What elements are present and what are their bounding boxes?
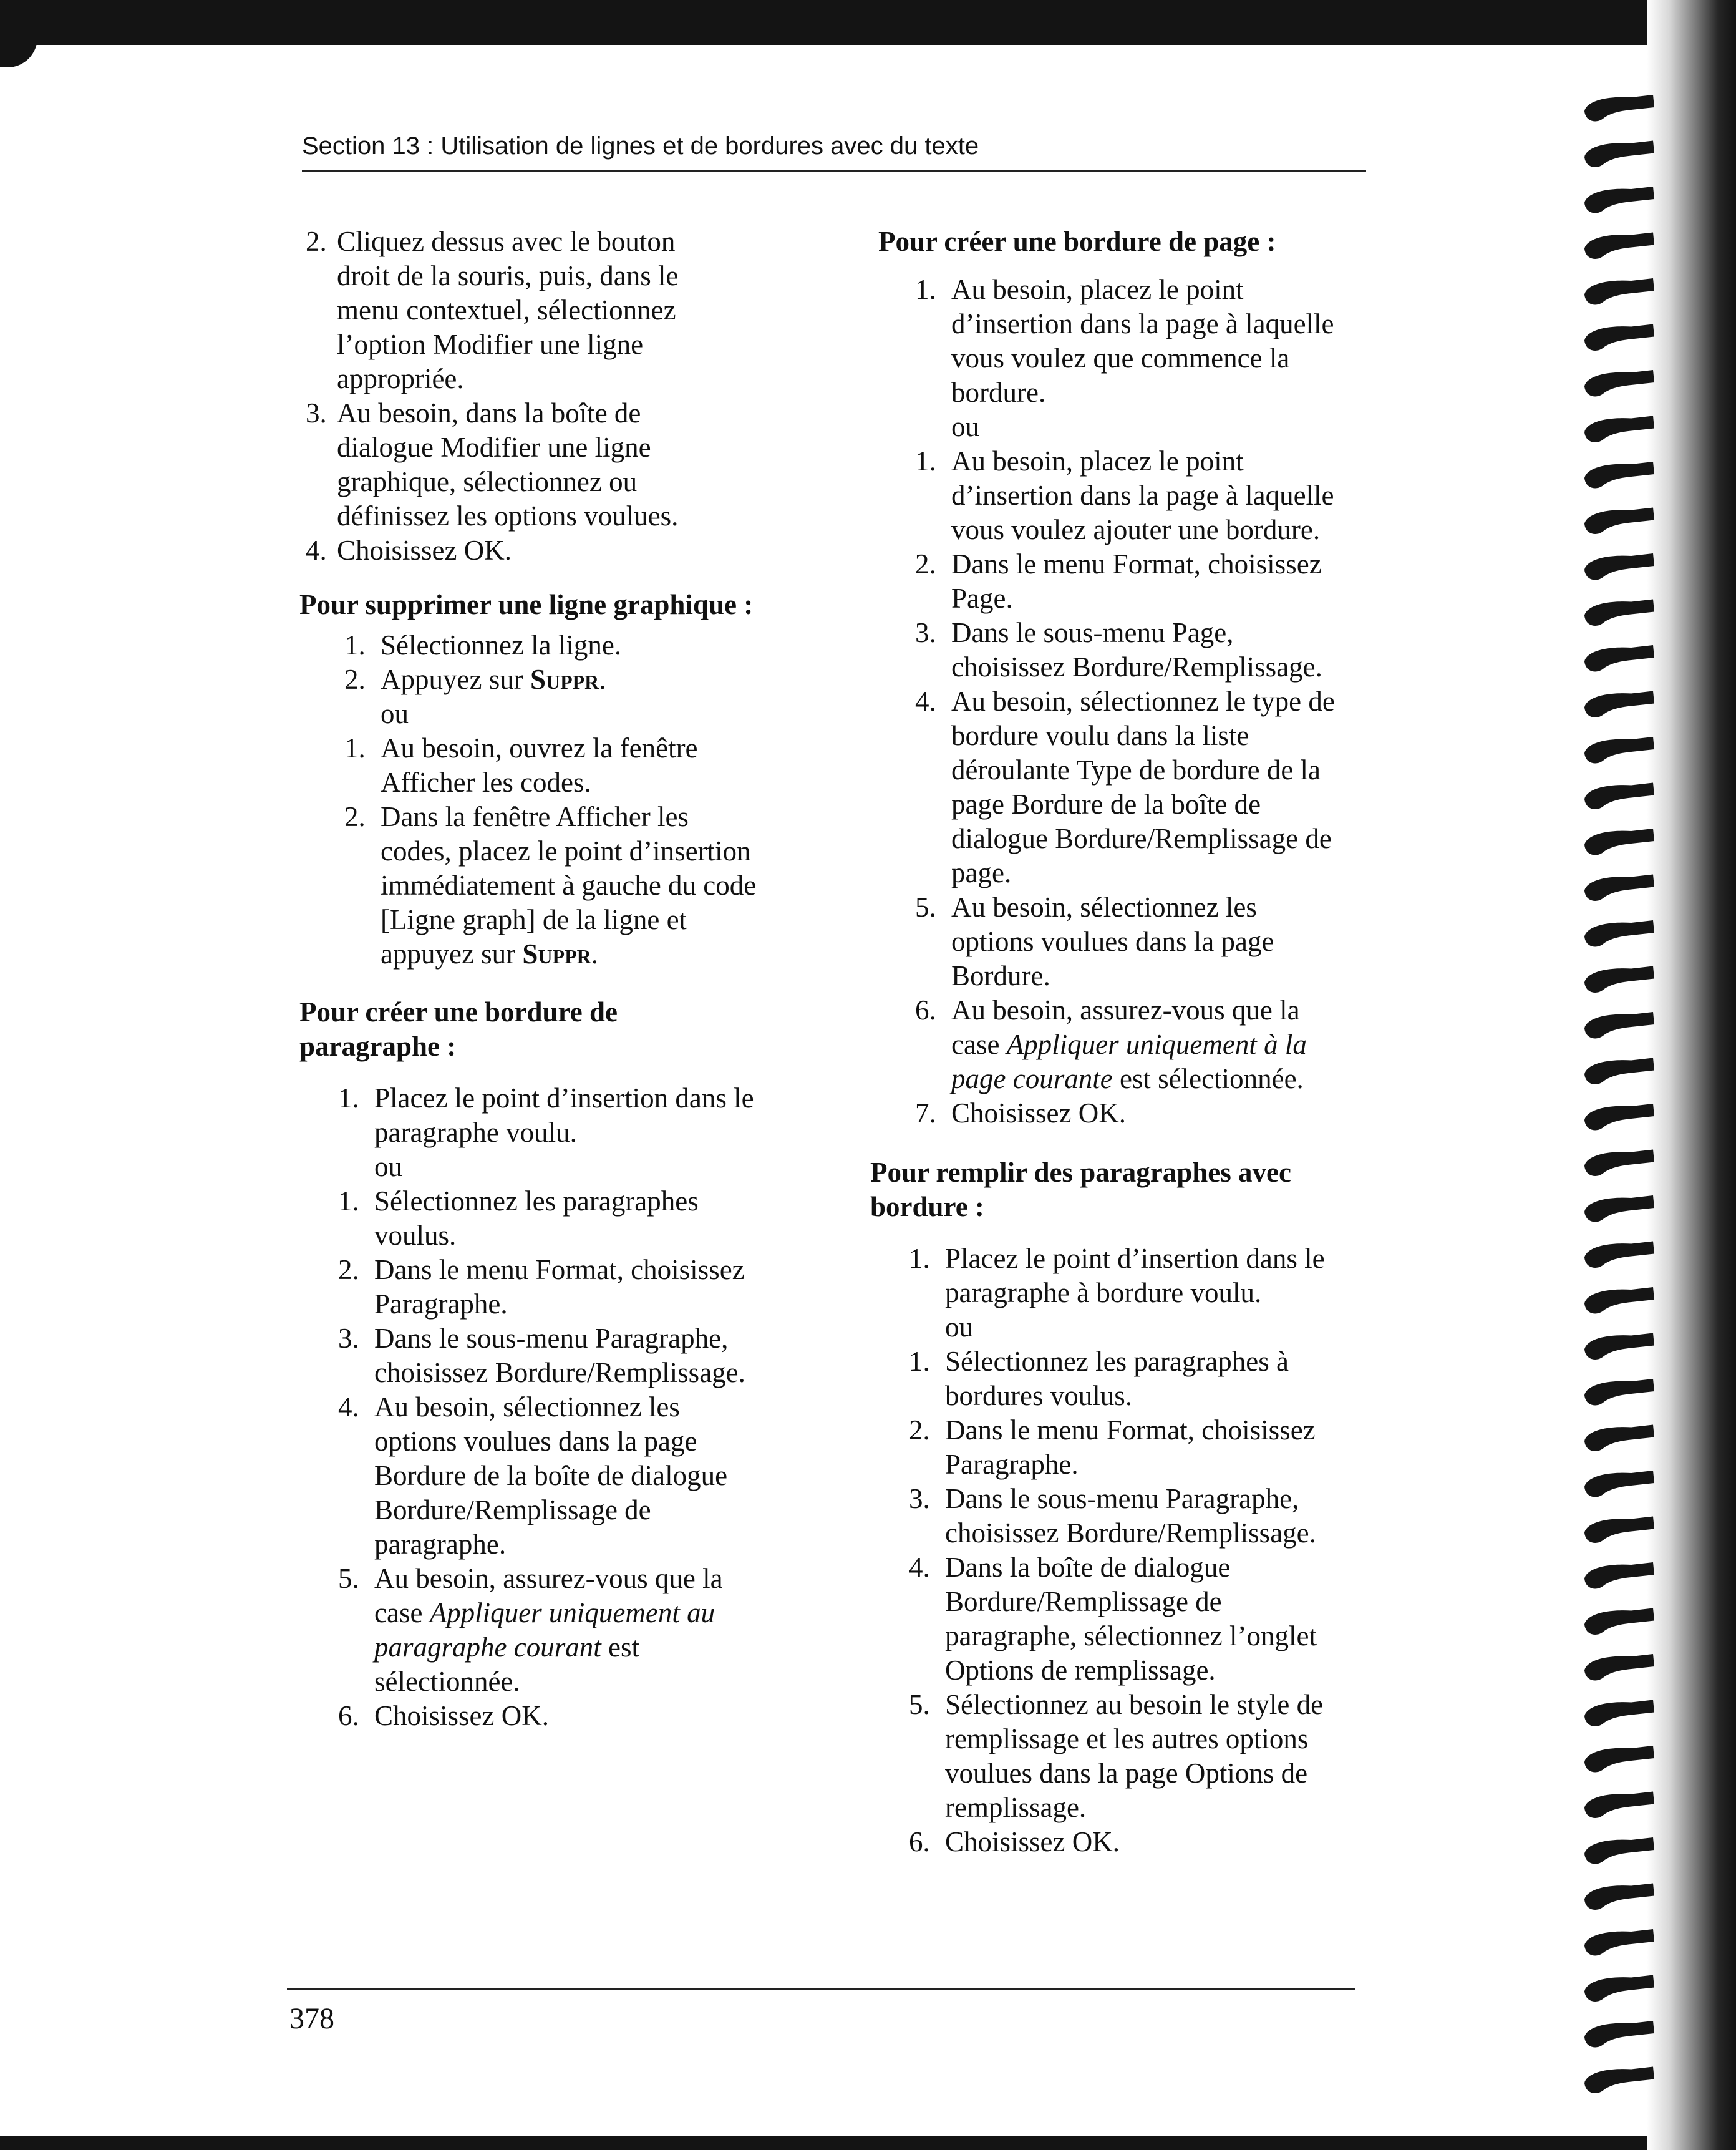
item-text: Page. (951, 583, 1013, 614)
list-item (344, 731, 811, 800)
binding-ring (1584, 1654, 1654, 1680)
item-text (951, 1062, 1382, 1096)
list-item (915, 890, 1382, 993)
list-item (915, 1096, 1382, 1131)
item-text: appropriée. (337, 363, 464, 394)
item-text: Au besoin, assurez-vous que la (374, 1563, 723, 1594)
section-heading: Pour créer une bordure de page : (878, 226, 1276, 257)
binding-ring (1584, 1562, 1654, 1588)
item-text: d’insertion dans la page à laquelle (951, 480, 1334, 511)
page-number: 378 (289, 2002, 334, 2035)
binding-ring (1584, 95, 1654, 121)
item-text: Sélectionnez les paragraphes à (945, 1346, 1289, 1377)
list-item (915, 273, 1382, 410)
item-text: vous voulez que commence la (951, 343, 1290, 374)
binding-ring (1584, 1104, 1654, 1130)
binding-ring (1584, 1195, 1654, 1222)
item-text: Bordure/Remplissage de (374, 1494, 651, 1525)
list-item (306, 225, 811, 396)
list-item (344, 663, 811, 697)
binding-ring (1584, 1884, 1654, 1910)
item-text: dialogue Modifier une ligne (337, 432, 651, 463)
item-number: 6. (909, 1826, 930, 1857)
item-number: 6. (338, 1700, 359, 1731)
item-text: options voulues dans la page (951, 926, 1274, 957)
list-item (344, 800, 811, 971)
binding-ring (1584, 1012, 1654, 1038)
item-text-part: est (601, 1632, 639, 1663)
list-item (915, 444, 1382, 547)
item-text: Choisissez OK. (951, 1097, 1126, 1129)
binding-ring (1584, 875, 1654, 901)
binding-ring (1584, 324, 1654, 351)
binding-ring (1584, 1746, 1654, 1772)
binding-ring (1584, 1333, 1654, 1360)
list-item (306, 396, 811, 533)
section-heading-line: paragraphe : (299, 1031, 457, 1062)
item-text: Choisissez OK. (374, 1700, 549, 1731)
scan-bottom-edge (0, 2136, 1736, 2150)
item-text: remplissage et les autres options (945, 1723, 1309, 1754)
list-item (338, 1321, 811, 1390)
item-text-part: Appuyez sur (381, 664, 530, 695)
binding-ring (1584, 370, 1654, 396)
binding-ring (1584, 1975, 1654, 2002)
list-item (909, 1482, 1382, 1550)
binding-ring (1584, 1929, 1654, 1955)
item-number: 1. (344, 630, 366, 661)
binding-ring (1584, 1287, 1654, 1313)
section-heading-line: Pour créer une bordure de (299, 996, 618, 1028)
option-name: Appliquer uniquement au (429, 1597, 715, 1628)
list-item (909, 1413, 1382, 1482)
item-text-part: . (599, 664, 606, 695)
item-text: vous voulez ajouter une bordure. (951, 514, 1321, 545)
item-number: 4. (306, 535, 327, 566)
section-heading-line: Pour remplir des paragraphes avec (870, 1157, 1291, 1188)
list-item (338, 1184, 811, 1253)
binding-ring (1584, 1058, 1654, 1084)
item-text: Dans le sous-menu Page, (951, 617, 1234, 648)
scan-corner-shadow (0, 37, 37, 67)
list-item (915, 684, 1382, 890)
item-text (951, 1028, 1382, 1062)
option-name: paragraphe courant (374, 1632, 601, 1663)
binding-ring (1584, 645, 1654, 671)
list-item (338, 1699, 811, 1733)
key-name: Suppr (522, 938, 591, 970)
item-text: voulus. (374, 1220, 457, 1251)
list-item (909, 1345, 1382, 1413)
list-item (915, 547, 1382, 616)
item-text: bordures voulus. (945, 1380, 1132, 1411)
item-number: 5. (909, 1689, 930, 1720)
item-text: Bordure/Remplissage de (945, 1586, 1222, 1617)
binding-ring (1584, 2021, 1654, 2047)
list-item (338, 1253, 811, 1321)
item-number: 2. (915, 548, 936, 580)
item-text: menu contextuel, sélectionnez (337, 294, 676, 326)
item-text: paragraphe à bordure voulu. (945, 1277, 1262, 1308)
item-text: d’insertion dans la page à laquelle (951, 308, 1334, 339)
section-heading-line: bordure : (870, 1191, 984, 1222)
item-text: paragraphe. (374, 1529, 507, 1560)
list-item (915, 993, 1382, 1096)
item-number: 1. (338, 1082, 359, 1114)
item-text: Au besoin, ouvrez la fenêtre (381, 732, 698, 764)
item-text: Bordure. (951, 960, 1050, 991)
item-number: 1. (915, 274, 936, 305)
item-text (374, 1630, 811, 1665)
binding-ring (1584, 233, 1654, 259)
item-text: Dans la boîte de dialogue (945, 1552, 1231, 1583)
item-text-part: case (374, 1597, 430, 1628)
item-number: 5. (338, 1563, 359, 1594)
item-text: immédiatement à gauche du code (381, 870, 757, 901)
item-text: Dans le menu Format, choisissez (945, 1414, 1316, 1446)
item-text: Paragraphe. (945, 1449, 1079, 1480)
section-heading (870, 1155, 1382, 1224)
alternative-marker (381, 697, 811, 731)
binding-ring (1584, 1242, 1654, 1268)
item-text: Au besoin, sélectionnez le type de (951, 686, 1335, 717)
item-text: paragraphe voulu. (374, 1117, 577, 1148)
or-label: ou (381, 698, 409, 729)
item-text: choisissez Bordure/Remplissage. (951, 651, 1322, 683)
item-text: dialogue Bordure/Remplissage de (951, 823, 1332, 854)
item-text: Au besoin, dans la boîte de (337, 397, 641, 429)
item-text: Dans le menu Format, choisissez (374, 1254, 745, 1285)
item-number: 1. (909, 1346, 930, 1377)
item-text: Au besoin, sélectionnez les (374, 1391, 680, 1423)
item-text: Sélectionnez les paragraphes (374, 1185, 699, 1217)
binding-ring (1584, 1700, 1654, 1726)
or-label: ou (945, 1311, 973, 1343)
item-number: 2. (306, 226, 327, 257)
binding-ring (1584, 278, 1654, 304)
item-number: 2. (338, 1254, 359, 1285)
right-column (870, 225, 1382, 1859)
item-text: Dans le menu Format, choisissez (951, 548, 1322, 580)
item-text-part: case (951, 1029, 1007, 1060)
list-item (909, 1242, 1382, 1310)
item-number: 3. (909, 1483, 930, 1514)
item-text: Au besoin, sélectionnez les (951, 892, 1257, 923)
item-text: bordure voulu dans la liste (951, 720, 1249, 751)
section-heading (299, 995, 811, 1064)
item-number: 1. (909, 1243, 930, 1274)
binding-ring (1584, 416, 1654, 442)
item-text: Dans le sous-menu Paragraphe, (945, 1483, 1299, 1514)
list-item (915, 616, 1382, 684)
item-number: 5. (915, 892, 936, 923)
binding-ring (1584, 1792, 1654, 1818)
item-number: 3. (915, 617, 936, 648)
item-text: Au besoin, placez le point (951, 274, 1244, 305)
binding-ring (1584, 1608, 1654, 1635)
item-text: codes, placez le point d’insertion (381, 835, 751, 867)
binding-shadow (1647, 0, 1736, 2150)
item-text: choisissez Bordure/Remplissage. (374, 1357, 745, 1388)
item-text: Options de remplissage. (945, 1655, 1216, 1686)
item-text: Cliquez dessus avec le bouton (337, 226, 676, 257)
item-text: l’option Modifier une ligne (337, 329, 644, 360)
item-text (374, 1596, 811, 1630)
item-text: Dans la fenêtre Afficher les (381, 801, 689, 832)
item-text: graphique, sélectionnez ou (337, 466, 638, 497)
key-name: Suppr (530, 664, 599, 695)
item-text: Placez le point d’insertion dans le (945, 1243, 1325, 1274)
item-text: déroulante Type de bordure de la (951, 754, 1321, 786)
item-number: 3. (338, 1323, 359, 1354)
item-text-part: . (591, 938, 599, 970)
item-text: voulues dans la page Options de (945, 1758, 1308, 1789)
binding-ring (1584, 1517, 1654, 1543)
header-rule (302, 170, 1366, 172)
item-text: sélectionnée. (374, 1666, 520, 1697)
list-item (909, 1550, 1382, 1688)
item-text (381, 937, 811, 971)
or-label: ou (374, 1151, 402, 1182)
binding-ring (1584, 462, 1654, 488)
item-text: droit de la souris, puis, dans le (337, 260, 679, 291)
item-number: 4. (915, 686, 936, 717)
list-item (338, 1081, 811, 1150)
item-text-part: est sélectionnée. (1112, 1063, 1304, 1094)
binding-ring (1584, 1837, 1654, 1864)
binding-ring (1584, 829, 1654, 855)
binding-ring (1584, 737, 1654, 763)
item-text: Sélectionnez la ligne. (381, 630, 622, 661)
item-number: 1. (344, 732, 366, 764)
item-text: page. (951, 857, 1012, 888)
binding-ring (1584, 508, 1654, 534)
item-text: page Bordure de la boîte de (951, 789, 1261, 820)
binding-ring (1584, 1379, 1654, 1405)
item-number: 4. (338, 1391, 359, 1423)
alternative-marker (951, 410, 1382, 444)
item-text: Placez le point d’insertion dans le (374, 1082, 754, 1114)
item-text: Bordure de la boîte de dialogue (374, 1460, 728, 1491)
item-number: 3. (306, 397, 327, 429)
item-text: Afficher les codes. (381, 767, 591, 798)
binding-ring (1584, 966, 1654, 993)
list-item (338, 1390, 811, 1562)
item-text-part: appuyez sur (381, 938, 523, 970)
item-text: Choisissez OK. (337, 535, 512, 566)
binding-ring (1584, 920, 1654, 946)
binding-ring (1584, 691, 1654, 717)
item-text: Au besoin, placez le point (951, 445, 1244, 477)
or-label: ou (951, 411, 979, 442)
left-column (299, 225, 811, 1733)
scan-top-edge (0, 0, 1736, 45)
alternative-marker (374, 1150, 811, 1184)
footer-rule (287, 1988, 1355, 1990)
list-item (909, 1688, 1382, 1825)
binding-ring (1584, 1150, 1654, 1176)
item-text: Au besoin, assurez-vous que la (951, 995, 1300, 1026)
item-number: 6. (915, 995, 936, 1026)
item-text: Sélectionnez au besoin le style de (945, 1689, 1324, 1720)
item-number: 2. (909, 1414, 930, 1446)
option-name: page courante (951, 1063, 1113, 1094)
running-head: Section 13 : Utilisation de lignes et de bordures avec du texte (302, 132, 979, 160)
binding-ring (1584, 553, 1654, 580)
binding-ring (1584, 187, 1654, 213)
section-heading: Pour supprimer une ligne graphique : (299, 589, 754, 620)
list-item (909, 1825, 1382, 1859)
binding-ring (1584, 2067, 1654, 2093)
item-number: 1. (915, 445, 936, 477)
item-number: 2. (344, 801, 366, 832)
item-number: 2. (344, 664, 366, 695)
item-text: choisissez Bordure/Remplissage. (945, 1517, 1316, 1549)
item-text: bordure. (951, 377, 1046, 408)
item-text (381, 663, 811, 697)
binding-ring (1584, 783, 1654, 809)
binding-ring (1584, 141, 1654, 167)
item-text: Paragraphe. (374, 1288, 508, 1320)
item-number: 4. (909, 1552, 930, 1583)
item-text: Choisissez OK. (945, 1826, 1120, 1857)
item-number: 1. (338, 1185, 359, 1217)
list-item (344, 628, 811, 663)
binding-ring (1584, 1425, 1654, 1451)
binding-ring (1584, 600, 1654, 626)
alternative-marker (945, 1310, 1382, 1345)
item-text: Dans le sous-menu Paragraphe, (374, 1323, 729, 1354)
item-text: [Ligne graph] de la ligne et (381, 904, 687, 935)
option-name: Appliquer uniquement à la (1006, 1029, 1307, 1060)
item-number: 7. (915, 1097, 936, 1129)
binding-ring (1584, 1471, 1654, 1497)
list-item (338, 1562, 811, 1699)
item-text: définissez les options voulues. (337, 500, 679, 532)
item-text: paragraphe, sélectionnez l’onglet (945, 1620, 1317, 1651)
item-text: remplissage. (945, 1792, 1087, 1823)
list-item (306, 533, 811, 568)
item-text: options voulues dans la page (374, 1426, 697, 1457)
